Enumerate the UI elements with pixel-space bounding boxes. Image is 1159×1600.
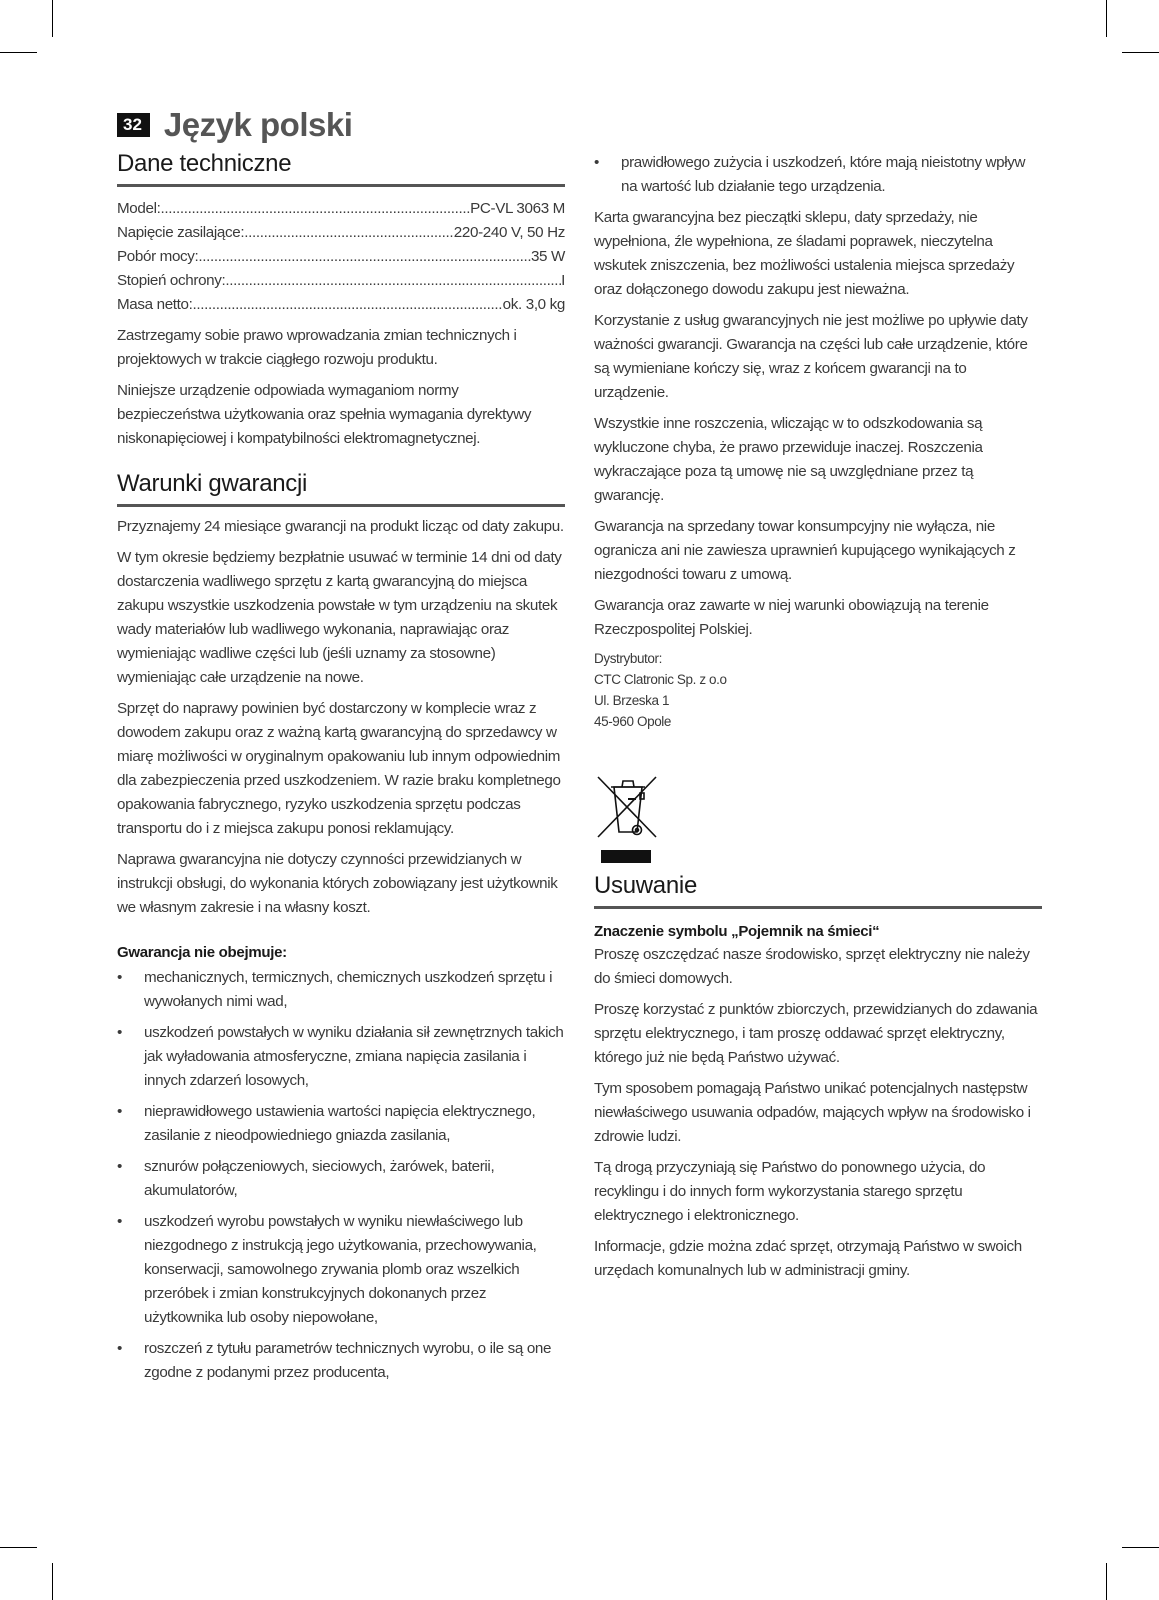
spec-row: Pobór mocy: ..... 35 W: [117, 245, 565, 269]
paragraph: Gwarancja na sprzedany towar konsumpcyjny nie wyłącza, nie ogranicza ani nie zawiesza uprawnień kupującego wynikających z niezgodności towaru z umową.: [594, 518, 1016, 583]
crop-mark: [1106, 1563, 1107, 1600]
list-item: • uszkodzeń wyrobu powstałych w wyniku niewłaściwego lub niezgodnego z instrukcją jego użytkowania, przechowywania, konserwacji, samowolnego zrywania plomb oraz wszelkich przeróbek i zmian konstrukcyjnych dokonanych przez użytkownika lub osoby niepowołane,: [117, 1213, 537, 1326]
crop-mark: [52, 1563, 53, 1600]
tech-section: [117, 150, 565, 451]
list-item: • sznurów połączeniowych, sieciowych, żarówek, baterii, akumulatorów,: [117, 1158, 495, 1199]
spec-row: Masa netto: ..... ok. 3,0 kg: [117, 293, 565, 317]
paragraph: Tą drogą przyczyniają się Państwo do ponownego użycia, do recyklingu i do innych form wykorzystania starego sprzętu elektrycznego i elektronicznego.: [594, 1159, 986, 1224]
crop-mark: [0, 52, 37, 53]
paragraph: W tym okresie będziemy bezpłatnie usuwać w terminie 14 dni od daty dostarczenia wadliwego sprzętu z kartą gwarancyjną do miejsca zakupu wszystkie uszkodzenia powstałe w tym urządzeniu na skutek wady materiałów lub wadliwego wykonania, naprawiając oraz wymieniając wadliwe części lub (jeśli uznamy za stosowne) wymieniając całe urządzenie na nowe.: [117, 549, 562, 686]
crop-mark: [0, 1547, 37, 1548]
spec-row: Napięcie zasilające: ..... 220-240 V, 50 Hz: [117, 221, 565, 245]
paragraph: Tym sposobem pomagają Państwo unikać potencjalnych następstw niewłaściwego usuwania odpadów, mających wpływ na środowisko i zdrowie ludzi.: [594, 1080, 1031, 1145]
paragraph: Niniejsze urządzenie odpowiada wymaganiom normy bezpieczeństwa użytkowania oraz spełnia wymagania dyrektywy niskonapięciowej i kompatybilności elektromagnetycznej.: [117, 382, 532, 447]
paragraph: Zastrzegamy sobie prawo wprowadzania zmian technicznych i projektowych w trakcie ciągłego rozwoju produktu.: [117, 327, 517, 368]
exclusions-list-continued: [594, 151, 1042, 199]
section-title-disposal: Usuwanie: [594, 872, 1042, 909]
list-item: • nieprawidłowego ustawienia wartości napięcia elektrycznego, zasilanie z nieodpowiedniego gniazda zasilania,: [117, 1103, 536, 1144]
paragraph: Wszystkie inne roszczenia, wliczając w to odszkodowania są wykluczone chyba, że prawo przewiduje inaczej. Roszczenia wykraczające poza tą umowę nie są uwzględniane przez tą gwarancję.: [594, 415, 983, 504]
paragraph: Przyznajemy 24 miesiące gwarancji na produkt licząc od daty zakupu.: [117, 518, 564, 535]
exclusions-title: Gwarancja nie obejmuje:: [117, 944, 287, 961]
disposal-section: [594, 872, 1042, 1283]
list-item: • uszkodzeń powstałych w wyniku działania sił zewnętrznych takich jak wyładowania atmosferyczne, zmiana napięcia zasilania i innych zdarzeń losowych,: [117, 1024, 564, 1089]
spec-row: Stopień ochrony: ..... I: [117, 269, 565, 293]
paragraph: Proszę korzystać z punktów zbiorczych, przewidzianych do zdawania sprzętu elektrycznego, i tam proszę oddawać sprzęt elektryczny, którego już nie będą Państwo używać.: [594, 1001, 1038, 1066]
paragraph: Sprzęt do naprawy powinien być dostarczony w komplecie wraz z dowodem zakupu oraz z ważną kartą gwarancyjną do sprzedawcy w miarę możliwości w oryginalnym opakowaniu lub innym odpowiednim dla zabezpieczenia przed uszkodzeniem. W razie braku kompletnego opakowania fabrycznego, ryzyko uszkodzenia sprzętu podczas transportu do i z miejsca zakupu ponosi reklamujący.: [117, 700, 561, 837]
paragraph: Naprawa gwarancyjna nie dotyczy czynności przewidzianych w instrukcji obsługi, do wykonania których zobowiązany jest użytkownik we własnym zakresie i na własny koszt.: [117, 851, 558, 916]
paragraph: Korzystanie z usług gwarancyjnych nie jest możliwe po upływie daty ważności gwarancji. Gwarancja na części lub całe urządzenie, które są wymieniane kończy się, wraz z końcem gwarancji na to urządzenie.: [594, 312, 1028, 401]
paragraph: Informacje, gdzie można zdać sprzęt, otrzymają Państwo w swoich urzędach komunalnych lub w administracji gminy.: [594, 1238, 1022, 1279]
page-number: 32: [117, 113, 150, 137]
section-title-tech: Dane techniczne: [117, 150, 565, 187]
spec-row: Model: ..... PC-VL 3063 M: [117, 197, 565, 221]
crossed-out-wheelie-bin-icon: [596, 775, 658, 844]
weee-bar: [601, 850, 651, 863]
section-title-warranty: Warunki gwarancji: [117, 470, 565, 507]
paragraph: Karta gwarancyjna bez pieczątki sklepu, daty sprzedaży, nie wypełniona, źle wypełniona, ze śladami poprawek, nieczytelna wskutek zniszczenia, bez możliwości ustalenia miejsca sprzedaży oraz dołączonego dowodu zakupu jest nieważna.: [594, 209, 1015, 298]
specs-table: [117, 197, 565, 317]
page-header: [117, 106, 352, 144]
disposal-subtitle: Znaczenie symbolu „Pojemnik na śmieci“: [594, 923, 880, 940]
crop-mark: [1122, 52, 1159, 53]
list-item: • prawidłowego zużycia i uszkodzeń, które mają nieistotny wpływ na wartość lub działanie tego urządzenia.: [594, 154, 1026, 195]
crop-mark: [1106, 0, 1107, 37]
list-item: • mechanicznych, termicznych, chemicznych uszkodzeń sprzętu i wywołanych nimi wad,: [117, 969, 553, 1010]
exclusions-list: [117, 966, 565, 1385]
list-item: • roszczeń z tytułu parametrów technicznych wyrobu, o ile są one zgodne z podanymi przez producenta,: [117, 1340, 552, 1381]
paragraph: Gwarancja oraz zawarte w niej warunki obowiązują na terenie Rzeczpospolitej Polskiej.: [594, 597, 989, 638]
distributor-address: Dystrybutor: CTC Clatronic Sp. z o.o Ul. Brzeska 1 45-960 Opole: [594, 651, 727, 729]
crop-mark: [1122, 1547, 1159, 1548]
warranty-continued: [594, 151, 1042, 732]
paragraph: Proszę oszczędzać nasze środowisko, sprzęt elektryczny nie należy do śmieci domowych.: [594, 946, 1030, 987]
crop-mark: [52, 0, 53, 37]
language-title: Język polski: [163, 106, 353, 143]
warranty-section: [117, 470, 565, 1385]
